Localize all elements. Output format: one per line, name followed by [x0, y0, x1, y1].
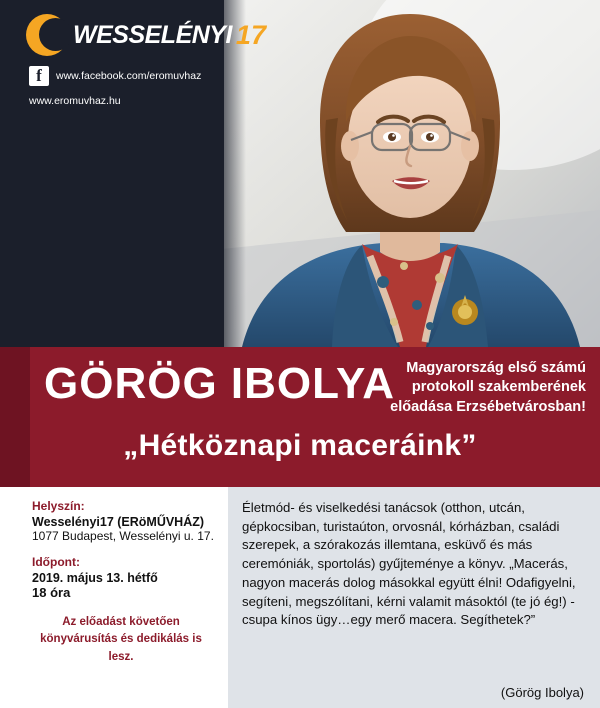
description-text: Életmód- és viselkedési tanácsok (otthon, utcán, gépkocsiban, turistaúton, orvosnál, kórházban, családi szerepek, a szórakozás illemtana, esküvő és más ceremóniák, sportolás) gyűjteménye a könyv. „Macerás, nagyon macerás dolog másokkal együtt élni! Odafigyelni, segíteni, megszólítani, kérni valamit másoktól (te jó ég!) - csupa kínos ügy…egy merő macera. Segíthetek?”: [242, 500, 576, 628]
wesselenyi17-logo[interactable]: [26, 14, 266, 56]
logo-number: 17: [235, 19, 266, 50]
event-details: [0, 487, 228, 708]
event-time: 18 óra: [32, 585, 71, 600]
poster-bottom-section: [0, 487, 600, 708]
speaker-name: GÖRÖG IBOLYA: [44, 359, 396, 408]
facebook-link[interactable]: [29, 66, 201, 86]
speaker-photo: [212, 0, 600, 347]
venue-name: Wesselényi17 (ERöMŰVHÁZ): [32, 515, 205, 529]
book-signing-note: Az előadást követően könyvárusítás és dedikálás is lesz.: [40, 616, 202, 663]
event-subheading: Magyarország első számú protokoll szakemberének előadása Erzsébetvárosban!: [390, 360, 586, 415]
event-date: 2019. május 13. hétfő: [32, 571, 158, 585]
description-panel: [228, 487, 600, 708]
brand-panel: [0, 0, 266, 347]
facebook-url: www.facebook.com/eromuvhaz: [56, 70, 202, 82]
title-band: [0, 347, 600, 487]
date-label: Időpont:: [32, 555, 80, 569]
talk-title: „Hétköznapi maceráink”: [123, 429, 477, 462]
facebook-icon: f: [29, 66, 49, 86]
website-url[interactable]: www.eromuvhaz.hu: [29, 95, 121, 107]
crescent-moon-icon: [26, 14, 68, 56]
poster-top-section: [0, 0, 600, 347]
band-accent-stripe: [0, 347, 30, 487]
speaker-portrait-illustration: [212, 0, 600, 347]
description-attribution: (Görög Ibolya): [500, 685, 584, 700]
venue-label: Helyszín:: [32, 499, 85, 513]
venue-address: 1077 Budapest, Wesselényi u. 17.: [32, 529, 214, 543]
logo-wordmark: WESSELÉNYI: [73, 20, 232, 49]
